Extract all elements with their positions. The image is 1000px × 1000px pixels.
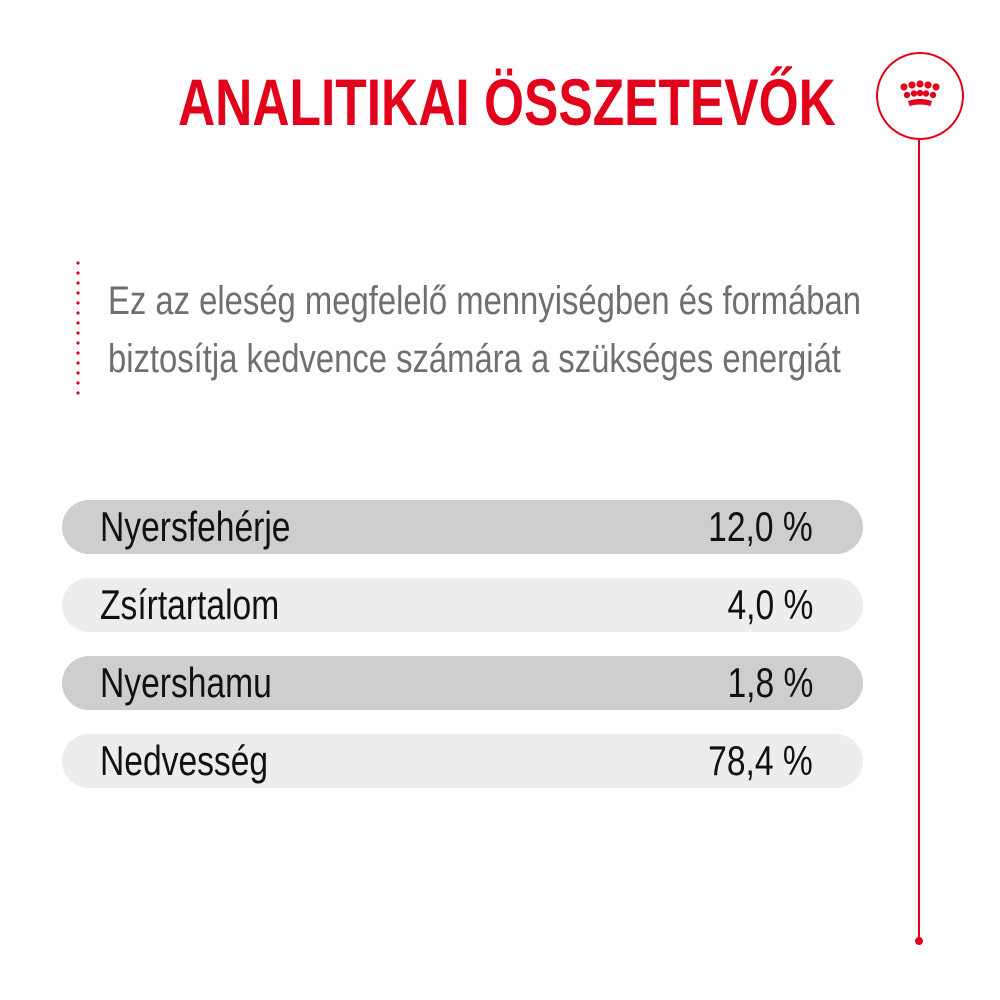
description-line-2: biztosítja kedvence számára a szükséges energiát (108, 337, 841, 381)
row-value: 78,4 % (708, 737, 813, 784)
row-value: 1,8 % (727, 659, 813, 706)
page-title: ANALITIKAI ÖSSZETEVŐK (178, 65, 836, 139)
table-row-crude-ash (62, 656, 863, 710)
row-label: Nedvesség (100, 737, 269, 784)
row-value: 12,0 % (708, 503, 813, 550)
table-row-moisture (62, 734, 863, 788)
row-value: 4,0 % (727, 581, 813, 628)
row-label: Nyersfehérje (100, 503, 291, 550)
description-text (108, 272, 912, 388)
row-label: Nyershamu (100, 659, 272, 706)
brand-logo (876, 52, 964, 140)
decorative-line-end-dot (915, 937, 923, 945)
crown-icon (878, 54, 962, 138)
dotted-accent-bar (76, 258, 80, 398)
decorative-vertical-line (918, 140, 920, 940)
row-label: Zsírtartalom (100, 581, 280, 628)
analysis-table (62, 500, 863, 812)
table-row-fat-content (62, 578, 863, 632)
description-line-1: Ez az eleség megfelelő mennyiségben és formában (108, 279, 862, 323)
table-row-crude-protein (62, 500, 863, 554)
